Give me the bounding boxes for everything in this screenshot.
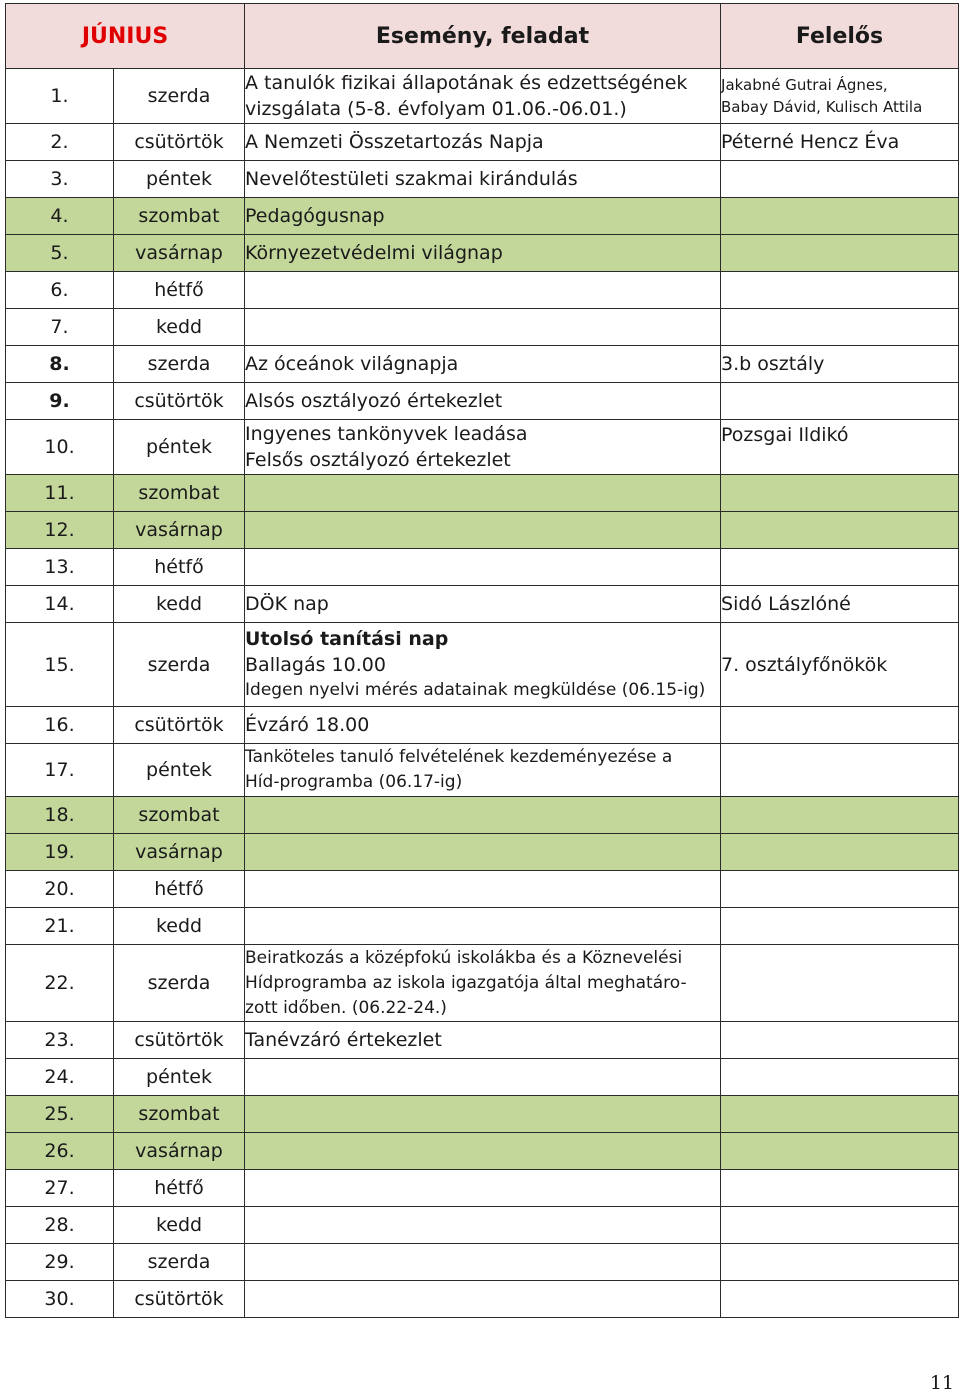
table-row-weekend	[6, 475, 959, 512]
event-cell	[245, 1170, 721, 1207]
event-cell	[245, 945, 721, 1022]
event-line: Ballagás 10.00	[245, 654, 386, 676]
weekday: szombat	[114, 475, 245, 512]
weekday: szerda	[114, 69, 245, 124]
table-row	[6, 69, 959, 124]
table-row-weekend	[6, 198, 959, 235]
responsible-column-header: Felelős	[721, 4, 959, 69]
event-cell: A Nemzeti Összetartozás Napja	[245, 124, 721, 161]
responsible-cell	[721, 272, 959, 309]
responsible-cell	[721, 235, 959, 272]
weekday: szombat	[114, 198, 245, 235]
responsible-cell: Sidó Lászlóné	[721, 586, 959, 623]
weekday: hétfő	[114, 272, 245, 309]
event-cell	[245, 908, 721, 945]
event-line: zott időben. (06.22-24.)	[245, 997, 447, 1018]
table-row-weekend	[6, 512, 959, 549]
responsible-cell	[721, 1207, 959, 1244]
june-calendar-table	[5, 3, 959, 1318]
day-number: 20.	[6, 871, 114, 908]
day-number: 13.	[6, 549, 114, 586]
responsible-cell	[721, 309, 959, 346]
event-cell	[245, 1133, 721, 1170]
weekday: kedd	[114, 1207, 245, 1244]
responsible-cell	[721, 475, 959, 512]
day-number: 3.	[6, 161, 114, 198]
event-cell	[245, 69, 721, 124]
weekday: péntek	[114, 161, 245, 198]
table-row	[6, 383, 959, 420]
table-row	[6, 707, 959, 744]
day-number: 14.	[6, 586, 114, 623]
weekday: szerda	[114, 623, 245, 707]
responsible-cell	[721, 549, 959, 586]
day-number: 5.	[6, 235, 114, 272]
day-number: 19.	[6, 834, 114, 871]
event-cell: Tanévzáró értekezlet	[245, 1022, 721, 1059]
weekday: csütörtök	[114, 383, 245, 420]
responsible-cell	[721, 945, 959, 1022]
day-number: 11.	[6, 475, 114, 512]
event-cell	[245, 1244, 721, 1281]
responsible-cell	[721, 161, 959, 198]
event-cell	[245, 272, 721, 309]
responsible-cell	[721, 1170, 959, 1207]
table-row	[6, 586, 959, 623]
responsible-cell	[721, 1022, 959, 1059]
responsible-cell	[721, 1281, 959, 1318]
table-row	[6, 549, 959, 586]
weekday: kedd	[114, 586, 245, 623]
responsible-cell	[721, 512, 959, 549]
responsible-cell	[721, 707, 959, 744]
event-cell	[245, 1059, 721, 1096]
day-number: 4.	[6, 198, 114, 235]
day-number: 27.	[6, 1170, 114, 1207]
responsible-cell	[721, 198, 959, 235]
table-header-row	[6, 4, 959, 69]
event-line: Hídprogramba az iskola igazgatója által meghatáro-	[245, 972, 687, 993]
weekday: hétfő	[114, 871, 245, 908]
day-number: 9.	[6, 383, 114, 420]
weekday: hétfő	[114, 549, 245, 586]
responsible-cell	[721, 1096, 959, 1133]
day-number: 7.	[6, 309, 114, 346]
event-line: Felsős osztályozó értekezlet	[245, 449, 511, 471]
event-cell	[245, 475, 721, 512]
event-line: Híd-programba (06.17-ig)	[245, 772, 463, 792]
month-header: JÚNIUS	[6, 4, 245, 69]
event-cell	[245, 797, 721, 834]
event-line: Beiratkozás a középfokú iskolákba és a Köznevelési	[245, 947, 683, 968]
day-number: 15.	[6, 623, 114, 707]
day-number: 24.	[6, 1059, 114, 1096]
event-cell	[245, 549, 721, 586]
table-row	[6, 908, 959, 945]
weekday: kedd	[114, 309, 245, 346]
responsible-cell	[721, 383, 959, 420]
event-cell	[245, 1096, 721, 1133]
event-cell: Pedagógusnap	[245, 198, 721, 235]
responsible-cell	[721, 908, 959, 945]
event-cell: DÖK nap	[245, 586, 721, 623]
responsible-cell	[721, 834, 959, 871]
day-number: 1.	[6, 69, 114, 124]
day-number: 23.	[6, 1022, 114, 1059]
table-row	[6, 161, 959, 198]
weekday: csütörtök	[114, 707, 245, 744]
table-row	[6, 420, 959, 475]
weekday: szombat	[114, 1096, 245, 1133]
event-cell	[245, 1281, 721, 1318]
table-row	[6, 871, 959, 908]
responsible-cell	[721, 797, 959, 834]
event-cell	[245, 744, 721, 797]
responsible-cell	[721, 1133, 959, 1170]
day-number: 26.	[6, 1133, 114, 1170]
responsible-cell	[721, 1059, 959, 1096]
table-row	[6, 744, 959, 797]
event-cell	[245, 623, 721, 707]
day-number: 29.	[6, 1244, 114, 1281]
weekday: vasárnap	[114, 834, 245, 871]
event-cell	[245, 309, 721, 346]
calendar-rows	[6, 69, 959, 1318]
table-row-weekend	[6, 235, 959, 272]
weekday: hétfő	[114, 1170, 245, 1207]
weekday: szerda	[114, 945, 245, 1022]
table-row-weekend	[6, 834, 959, 871]
day-number: 2.	[6, 124, 114, 161]
day-number: 28.	[6, 1207, 114, 1244]
table-row	[6, 124, 959, 161]
event-column-header: Esemény, feladat	[245, 4, 721, 69]
event-line: Tanköteles tanuló felvételének kezdeményezése a	[245, 747, 673, 767]
event-line: Ingyenes tankönyvek leadása	[245, 423, 528, 445]
day-number: 8.	[6, 346, 114, 383]
weekday: vasárnap	[114, 512, 245, 549]
day-number: 22.	[6, 945, 114, 1022]
weekday: csütörtök	[114, 1281, 245, 1318]
table-row-weekend	[6, 797, 959, 834]
day-number: 21.	[6, 908, 114, 945]
table-row-weekend	[6, 1133, 959, 1170]
responsible-cell	[721, 871, 959, 908]
event-line: Idegen nyelvi mérés adatainak megküldése (06.15-ig)	[245, 680, 706, 700]
responsible-line: Jakabné Gutrai Ágnes,	[721, 76, 888, 94]
responsible-cell	[721, 744, 959, 797]
event-line: vizsgálata (5-8. évfolyam 01.06.-06.01.)	[245, 98, 627, 120]
table-row	[6, 945, 959, 1022]
weekday: csütörtök	[114, 1022, 245, 1059]
weekday: kedd	[114, 908, 245, 945]
day-number: 10.	[6, 420, 114, 475]
responsible-cell: 3.b osztály	[721, 346, 959, 383]
event-cell: Nevelőtestületi szakmai kirándulás	[245, 161, 721, 198]
weekday: szerda	[114, 1244, 245, 1281]
weekday: péntek	[114, 1059, 245, 1096]
table-row	[6, 1022, 959, 1059]
responsible-line: Babay Dávid, Kulisch Attila	[721, 98, 923, 116]
day-number: 17.	[6, 744, 114, 797]
day-number: 6.	[6, 272, 114, 309]
event-cell	[245, 834, 721, 871]
day-number: 18.	[6, 797, 114, 834]
weekday: szerda	[114, 346, 245, 383]
table-row	[6, 623, 959, 707]
event-cell: Évzáró 18.00	[245, 707, 721, 744]
weekday: vasárnap	[114, 235, 245, 272]
table-row	[6, 346, 959, 383]
table-row	[6, 1059, 959, 1096]
responsible-cell: Pozsgai Ildikó	[721, 420, 959, 475]
table-row	[6, 309, 959, 346]
event-cell: Alsós osztályozó értekezlet	[245, 383, 721, 420]
event-line: A tanulók fizikai állapotának és edzettségének	[245, 72, 688, 94]
table-row	[6, 1207, 959, 1244]
table-row	[6, 1170, 959, 1207]
weekday: vasárnap	[114, 1133, 245, 1170]
responsible-cell	[721, 1244, 959, 1281]
table-row	[6, 1244, 959, 1281]
day-number: 16.	[6, 707, 114, 744]
responsible-cell: Péterné Hencz Éva	[721, 124, 959, 161]
weekday: péntek	[114, 420, 245, 475]
event-cell	[245, 871, 721, 908]
responsible-cell: 7. osztályfőnökök	[721, 623, 959, 707]
responsible-cell	[721, 69, 959, 124]
event-cell: Az óceánok világnapja	[245, 346, 721, 383]
event-line: Utolsó tanítási nap	[245, 628, 449, 650]
weekday: csütörtök	[114, 124, 245, 161]
event-cell	[245, 420, 721, 475]
day-number: 30.	[6, 1281, 114, 1318]
table-row	[6, 1281, 959, 1318]
event-cell	[245, 512, 721, 549]
event-cell: Környezetvédelmi világnap	[245, 235, 721, 272]
page-number: 11	[929, 1372, 954, 1394]
table-row	[6, 272, 959, 309]
weekday: szombat	[114, 797, 245, 834]
event-cell	[245, 1207, 721, 1244]
day-number: 25.	[6, 1096, 114, 1133]
weekday: péntek	[114, 744, 245, 797]
table-row-weekend	[6, 1096, 959, 1133]
day-number: 12.	[6, 512, 114, 549]
